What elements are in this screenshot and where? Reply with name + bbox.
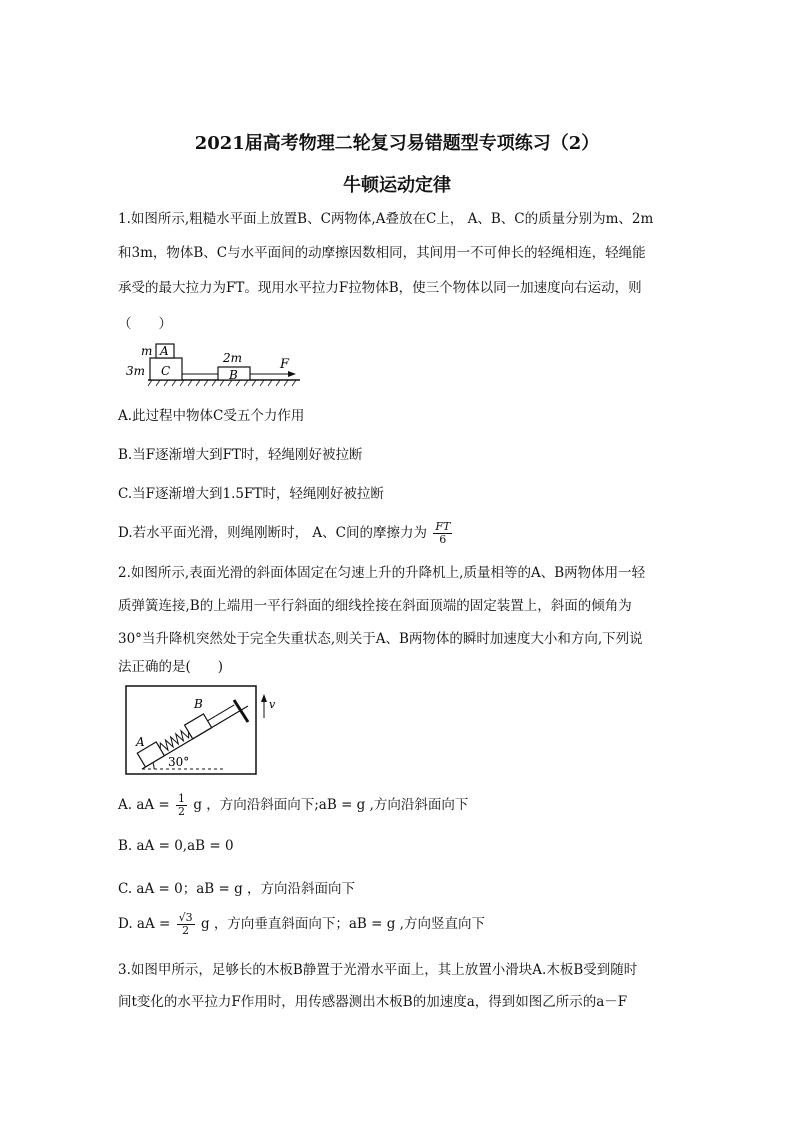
q2-option-d-numerator: √3 <box>178 911 193 924</box>
label-3m: 3m <box>126 364 146 378</box>
force-arrowhead <box>288 371 296 377</box>
page-subtitle: 牛顿运动定律 <box>343 175 451 196</box>
ground-hatch <box>148 380 296 386</box>
q1-line-3: 承受的最大拉力为FT。现用水平拉力F拉物体B，使三个物体以同一加速度向右运动，则 <box>118 280 642 296</box>
q3-line-1: 3.如图甲所示，足够长的木板B静置于光滑水平面上，其上放置小滑块A.木板B受到随时 <box>118 962 638 978</box>
q2-figure <box>124 684 284 779</box>
label-c: C <box>161 364 171 378</box>
q2-option-a-denominator: 2 <box>178 805 186 818</box>
q1-line-1: 1.如图所示,粗糙水平面上放置B、C两物体,A叠放在C上， A、B、C的质量分别为m、2m <box>118 211 654 227</box>
q2-option-d-prefix: D. aA = <box>118 916 171 932</box>
label-f: F <box>280 357 290 372</box>
q1-option-d-numerator: FT <box>435 520 451 533</box>
page-title: 2021届高考物理二轮复习易错题型专项练习（2） <box>194 133 600 154</box>
q2-option-d-denominator: 2 <box>182 924 190 937</box>
q2-option-c: C. aA = 0；aB = g ，方向沿斜面向下 <box>118 881 356 897</box>
q1-option-b: B.当F逐渐增大到FT时，轻绳刚好被拉断 <box>118 447 363 463</box>
q1-option-d-fraction <box>433 521 452 546</box>
q2-line-4: 法正确的是( ) <box>118 659 224 675</box>
q2-option-b: B. aA = 0,aB = 0 <box>118 838 234 854</box>
label-v: v <box>269 698 276 711</box>
q2-option-d <box>118 912 485 937</box>
q2-line-2: 质弹簧连接,B的上端用一平行斜面的细线拴接在斜面顶端的固定装置上，斜面的倾角为 <box>118 598 632 614</box>
label-b: B <box>229 368 238 382</box>
q1-figure <box>118 340 308 390</box>
angle-label: 30° <box>168 755 190 769</box>
q2-option-d-text: g ，方向垂直斜面向下；aB = g ,方向竖直向下 <box>200 916 485 932</box>
q1-option-d <box>118 521 454 546</box>
q2-option-d-fraction <box>177 912 195 937</box>
q2-option-a-prefix: A. aA = <box>118 797 170 813</box>
q2-option-a-fraction <box>176 793 187 818</box>
q1-option-c: C.当F逐渐增大到1.5FT时，轻绳刚好被拉断 <box>118 486 384 502</box>
q1-option-a: A.此过程中物体C受五个力作用 <box>118 408 305 424</box>
q2-option-a-text: g ，方向沿斜面向下;aB = g ,方向沿斜面向下 <box>193 797 469 813</box>
q1-line-2: 和3m，物体B、C与水平面间的动摩擦因数相同，其间用一不可伸长的轻绳相连，轻绳能 <box>118 245 646 261</box>
q1-bracket: （ ） <box>118 316 172 332</box>
q1-option-d-denominator: 6 <box>439 533 447 546</box>
q2-line-3: 30°当升降机突然处于完全失重状态,则关于A、B两物体的瞬时加速度大小和方向,下列说 <box>118 631 643 647</box>
label-a: A <box>160 344 169 358</box>
velocity-arrowhead <box>261 694 267 702</box>
q2-option-a <box>118 793 468 818</box>
q2-option-a-numerator: 1 <box>178 792 186 805</box>
label-m: m <box>141 344 153 358</box>
q1-option-d-text: D.若水平面光滑，则绳刚断时， A、C间的摩擦力为 <box>118 525 428 541</box>
label-2m: 2m <box>223 351 243 365</box>
q2-line-1: 2.如图所示,表面光滑的斜面体固定在匀速上升的升降机上,质量相等的A、B两物体用一轻 <box>118 565 646 581</box>
label-a-q2: A <box>136 735 145 749</box>
label-b-q2: B <box>194 697 203 711</box>
q3-line-2: 间t变化的水平拉力F作用时，用传感器测出木板B的加速度a，得到如图乙所示的a－F <box>118 994 628 1010</box>
